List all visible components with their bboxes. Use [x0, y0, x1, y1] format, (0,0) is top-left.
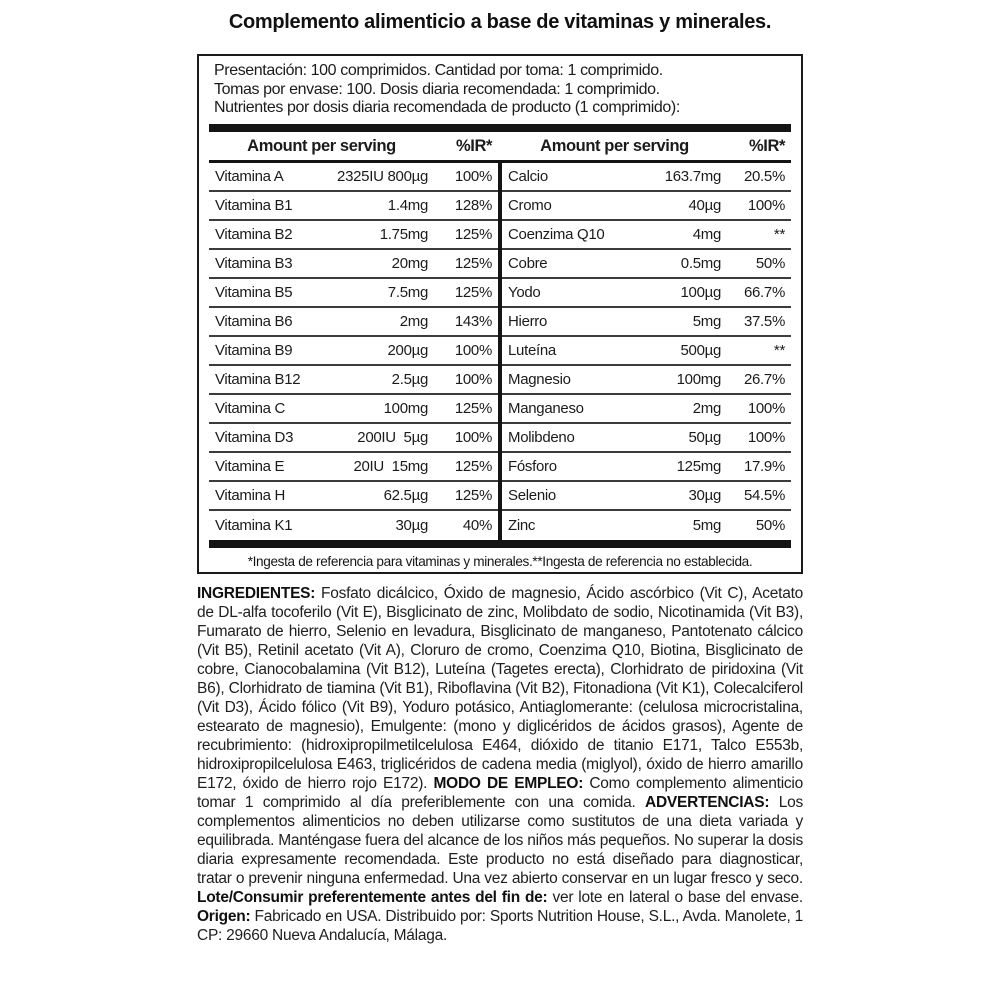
mineral-row	[502, 453, 791, 482]
ingredients-text: Fosfato dicálcico, Óxido de magnesio, Ácido ascórbico (Vit C), Acetato de DL-alfa tocoferilo (Vit E), Bisglicinato de zinc, Molibdato de sodio, Nicotinamida (Vit B3), Fumarato de hierro, Selenio en levadura, Bisglicinato de manganeso, Pantotenato cálcico (Vit B5), Retinil acetato (Vit A), Cloruro de cromo, Coenzima Q10, Biotina, Bisglicinato de cobre, Cianocobalamina (Vit B12), Luteína (Tagetes erecta), Clorhidrato de piridoxina (Vit B6), Clorhidrato de tiamina (Vit B1), Riboflavina (Vit B2), Fitonadiona (Vit K1), Colecalciferol (Vit D3), Ácido fólico (Vit B9), Yoduro potásico, Antiaglomerante: (celulosa microcristalina, estearato de magnesio), Emulgente: (mono y diglicéridos de ácidos grasos), Agente de recubrimiento: (hidroxipropilmetilcelulosa E464, dióxido de titanio E171, Talco E553b, hidroxipropilcelulosa E463, triglicéridos de cadena media (miglyol), óxido de hierro amarillo E172, óxido de hierro rojo E172).	[197, 585, 803, 792]
row-name: Cobre	[508, 254, 548, 272]
supplement-facts-panel	[197, 54, 803, 574]
vitamin-row	[209, 163, 498, 192]
mineral-row	[502, 308, 791, 337]
row-percent: 40%	[462, 516, 492, 534]
row-name: Luteína	[508, 341, 556, 359]
label-body-text	[197, 584, 803, 945]
mineral-row	[502, 163, 791, 192]
row-name: Fósforo	[508, 457, 557, 475]
presentation-info	[209, 62, 791, 118]
row-amount: 125mg	[676, 457, 721, 475]
row-name: Yodo	[508, 283, 541, 301]
row-percent: 37.5%	[743, 312, 785, 330]
mineral-row	[502, 221, 791, 250]
percent-ir-header: %IR*	[749, 136, 785, 155]
amount-per-serving-header: Amount per serving	[540, 136, 689, 155]
row-amount: 62.5µg	[383, 486, 428, 504]
row-percent: **	[773, 341, 785, 359]
nutrition-table-header	[209, 132, 791, 163]
vitamin-row	[209, 337, 498, 366]
row-percent: 125%	[454, 399, 492, 417]
table-bottom-bar	[209, 540, 791, 548]
row-percent: 50%	[755, 254, 785, 272]
minerals-column	[502, 163, 791, 540]
vitamin-row	[209, 395, 498, 424]
amount-per-serving-header: Amount per serving	[247, 136, 396, 155]
row-amount: 40µg	[688, 196, 721, 214]
row-name: Calcio	[508, 167, 548, 185]
row-name: Vitamina D3	[215, 428, 294, 446]
vitamin-row	[209, 453, 498, 482]
row-amount: 20mg	[391, 254, 428, 272]
row-percent: 125%	[454, 486, 492, 504]
origin-text: Fabricado en USA. Distribuido por: Sports Nutrition House, S.L., Avda. Manolete, 1 CP: 29660 Nueva Andalucía, Málaga.	[197, 908, 803, 944]
row-name: Selenio	[508, 486, 556, 504]
row-name: Vitamina B12	[215, 370, 301, 388]
ingredients-label: INGREDIENTES:	[197, 585, 316, 602]
vitamin-row	[209, 308, 498, 337]
row-percent: **	[773, 225, 785, 243]
mineral-row	[502, 395, 791, 424]
row-amount: 7.5mg	[387, 283, 428, 301]
row-name: Cromo	[508, 196, 552, 214]
row-name: Vitamina B9	[215, 341, 293, 359]
row-percent: 100%	[454, 167, 492, 185]
warnings-text: Los complementos alimenticios no deben utilizarse como sustitutos de una dieta variada y equilibrada. Manténgase fuera del alcance de los niños más pequeños. No superar la dosis diaria expresamente recomendada. Este producto no está diseñado para diagnosticar, tratar o prevenir ninguna enfermedad. Una vez abierto conservar en un lugar fresco y seco.	[197, 794, 803, 887]
lot-label: Lote/Consumir preferentemente antes del fin de:	[197, 889, 548, 906]
row-percent: 100%	[454, 370, 492, 388]
row-amount: 163.7mg	[664, 167, 721, 185]
mineral-row	[502, 482, 791, 511]
row-amount: 100mg	[676, 370, 721, 388]
row-amount: 1.75mg	[379, 225, 428, 243]
row-percent: 125%	[454, 283, 492, 301]
usage-label: MODO DE EMPLEO:	[433, 775, 584, 792]
row-name: Zinc	[508, 516, 536, 534]
row-percent: 66.7%	[743, 283, 785, 301]
row-percent: 100%	[454, 428, 492, 446]
row-name: Vitamina E	[215, 457, 285, 475]
row-name: Vitamina B1	[215, 196, 293, 214]
row-name: Vitamina B3	[215, 254, 293, 272]
row-amount: 50µg	[688, 428, 721, 446]
row-percent: 125%	[454, 457, 492, 475]
row-name: Vitamina K1	[215, 516, 293, 534]
row-amount: 2.5µg	[391, 370, 428, 388]
row-name: Vitamina A	[215, 167, 284, 185]
row-amount: 4mg	[692, 225, 721, 243]
row-percent: 100%	[454, 341, 492, 359]
vitamin-row	[209, 279, 498, 308]
reference-footnote: *Ingesta de referencia para vitaminas y minerales.**Ingesta de referencia no establecida.	[247, 553, 753, 569]
table-top-bar	[209, 124, 791, 132]
row-amount: 20IU 15mg	[353, 457, 428, 475]
row-percent: 128%	[454, 196, 492, 214]
row-amount: 100mg	[383, 399, 428, 417]
row-name: Coenzima Q10	[508, 225, 605, 243]
vitamin-row	[209, 511, 498, 540]
vitamin-row	[209, 221, 498, 250]
mineral-row	[502, 250, 791, 279]
presentation-line: Tomas por envase: 100. Dosis diaria recomendada: 1 comprimido.	[214, 80, 660, 98]
product-title: Complemento alimenticio a base de vitaminas y minerales.	[228, 11, 772, 33]
row-amount: 100µg	[680, 283, 721, 301]
row-percent: 100%	[747, 399, 785, 417]
row-percent: 54.5%	[743, 486, 785, 504]
vitamin-row	[209, 250, 498, 279]
mineral-row	[502, 366, 791, 395]
vitamin-row	[209, 366, 498, 395]
row-name: Vitamina H	[215, 486, 286, 504]
mineral-row	[502, 424, 791, 453]
row-percent: 143%	[454, 312, 492, 330]
usage-text: Como complemento alimenticio tomar 1 comprimido al día preferiblemente con una comida.	[197, 775, 803, 811]
row-percent: 125%	[454, 254, 492, 272]
vitamin-row	[209, 192, 498, 221]
row-amount: 2325IU 800µg	[337, 167, 428, 185]
row-name: Hierro	[508, 312, 548, 330]
row-amount: 30µg	[688, 486, 721, 504]
row-percent: 50%	[755, 516, 785, 534]
row-name: Molibdeno	[508, 428, 575, 446]
row-name: Manganeso	[508, 399, 584, 417]
row-amount: 200µg	[387, 341, 428, 359]
row-percent: 100%	[747, 428, 785, 446]
row-percent: 26.7%	[743, 370, 785, 388]
row-name: Vitamina B5	[215, 283, 293, 301]
row-amount: 500µg	[680, 341, 721, 359]
row-percent: 17.9%	[743, 457, 785, 475]
mineral-row	[502, 337, 791, 366]
row-amount: 5mg	[692, 516, 721, 534]
row-name: Vitamina B6	[215, 312, 293, 330]
row-amount: 2mg	[692, 399, 721, 417]
row-percent: 125%	[454, 225, 492, 243]
warnings-label: ADVERTENCIAS:	[645, 794, 770, 811]
minerals-header	[502, 132, 791, 160]
row-amount: 1.4mg	[387, 196, 428, 214]
row-amount: 200IU 5µg	[357, 428, 428, 446]
row-name: Vitamina C	[215, 399, 286, 417]
row-name: Magnesio	[508, 370, 571, 388]
lot-text: ver lote en lateral o base del envase.	[547, 889, 803, 906]
origin-label: Origen:	[197, 908, 251, 925]
mineral-row	[502, 511, 791, 540]
row-amount: 5mg	[692, 312, 721, 330]
vitamins-column	[209, 163, 498, 540]
row-percent: 100%	[747, 196, 785, 214]
presentation-line: Nutrientes por dosis diaria recomendada de producto (1 comprimido):	[214, 99, 680, 116]
mineral-row	[502, 279, 791, 308]
vitamin-row	[209, 482, 498, 511]
vitamin-row	[209, 424, 498, 453]
percent-ir-header: %IR*	[456, 136, 492, 155]
row-percent: 20.5%	[743, 167, 785, 185]
row-amount: 2mg	[399, 312, 428, 330]
row-amount: 30µg	[395, 516, 428, 534]
row-name: Vitamina B2	[215, 225, 293, 243]
mineral-row	[502, 192, 791, 221]
presentation-line: Presentación: 100 comprimidos. Cantidad por toma: 1 comprimido.	[214, 62, 663, 79]
row-amount: 0.5mg	[680, 254, 721, 272]
vitamins-header	[209, 132, 498, 160]
nutrition-table	[209, 163, 791, 540]
